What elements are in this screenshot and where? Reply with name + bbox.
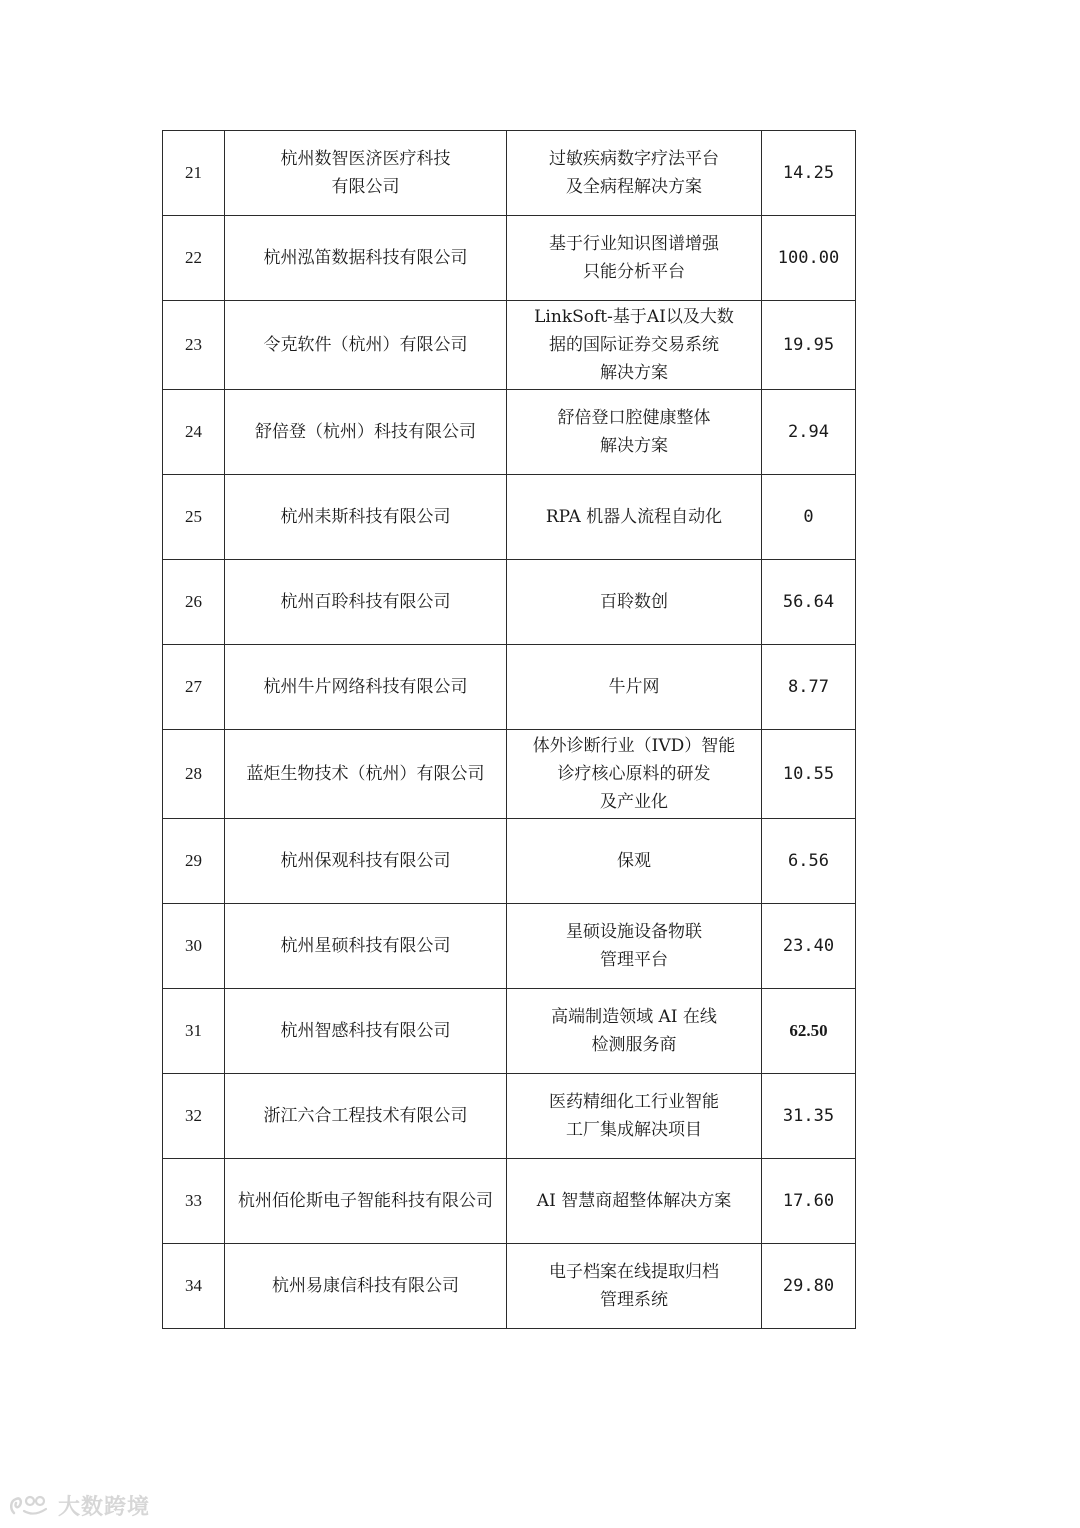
amount: 62.50 xyxy=(762,989,856,1074)
row-number: 32 xyxy=(163,1074,225,1159)
project-name: 高端制造领域 AI 在线 检测服务商 xyxy=(507,989,762,1074)
table-row xyxy=(163,390,856,475)
project-name: 过敏疾病数字疗法平台 及全病程解决方案 xyxy=(507,131,762,216)
row-number: 27 xyxy=(163,645,225,730)
table-row xyxy=(163,475,856,560)
amount: 17.60 xyxy=(762,1159,856,1244)
table-row xyxy=(163,1159,856,1244)
row-number: 34 xyxy=(163,1244,225,1329)
table-row xyxy=(163,904,856,989)
company-name: 浙江六合工程技术有限公司 xyxy=(225,1074,507,1159)
table-row xyxy=(163,1074,856,1159)
company-name: 蓝炬生物技术（杭州）有限公司 xyxy=(225,730,507,819)
project-name: 星硕设施设备物联 管理平台 xyxy=(507,904,762,989)
row-number: 28 xyxy=(163,730,225,819)
table-row xyxy=(163,989,856,1074)
project-name: 百聆数创 xyxy=(507,560,762,645)
row-number: 30 xyxy=(163,904,225,989)
project-name: AI 智慧商超整体解决方案 xyxy=(507,1159,762,1244)
logo-icon xyxy=(8,1493,52,1519)
amount: 100.00 xyxy=(762,216,856,301)
company-name: 杭州数智医济医疗科技 有限公司 xyxy=(225,131,507,216)
table-row xyxy=(163,216,856,301)
amount: 14.25 xyxy=(762,131,856,216)
company-list-table xyxy=(162,130,856,1329)
amount: 8.77 xyxy=(762,645,856,730)
amount: 23.40 xyxy=(762,904,856,989)
amount: 10.55 xyxy=(762,730,856,819)
watermark-text: 大数跨境 xyxy=(58,1495,151,1520)
project-name: 舒倍登口腔健康整体 解决方案 xyxy=(507,390,762,475)
table-row xyxy=(163,645,856,730)
watermark xyxy=(8,1490,150,1521)
table-row xyxy=(163,131,856,216)
table-row xyxy=(163,301,856,390)
amount: 2.94 xyxy=(762,390,856,475)
project-name: 电子档案在线提取归档 管理系统 xyxy=(507,1244,762,1329)
amount: 31.35 xyxy=(762,1074,856,1159)
row-number: 33 xyxy=(163,1159,225,1244)
amount: 19.95 xyxy=(762,301,856,390)
company-name: 杭州智感科技有限公司 xyxy=(225,989,507,1074)
company-name: 杭州泓笛数据科技有限公司 xyxy=(225,216,507,301)
company-name: 杭州耒斯科技有限公司 xyxy=(225,475,507,560)
project-name: 基于行业知识图谱增强 只能分析平台 xyxy=(507,216,762,301)
company-name: 杭州易康信科技有限公司 xyxy=(225,1244,507,1329)
company-name: 杭州牛片网络科技有限公司 xyxy=(225,645,507,730)
project-name: LinkSoft-基于AI以及大数 据的国际证券交易系统 解决方案 xyxy=(507,301,762,390)
project-name: 保观 xyxy=(507,819,762,904)
row-number: 26 xyxy=(163,560,225,645)
row-number: 23 xyxy=(163,301,225,390)
row-number: 22 xyxy=(163,216,225,301)
row-number: 29 xyxy=(163,819,225,904)
company-name: 杭州保观科技有限公司 xyxy=(225,819,507,904)
project-name: 体外诊断行业（IVD）智能 诊疗核心原料的研发 及产业化 xyxy=(507,730,762,819)
amount: 6.56 xyxy=(762,819,856,904)
amount: 56.64 xyxy=(762,560,856,645)
company-name: 杭州佰伦斯电子智能科技有限公司 xyxy=(225,1159,507,1244)
project-name: 医药精细化工行业智能 工厂集成解决项目 xyxy=(507,1074,762,1159)
row-number: 21 xyxy=(163,131,225,216)
row-number: 25 xyxy=(163,475,225,560)
company-name: 杭州星硕科技有限公司 xyxy=(225,904,507,989)
amount: 29.80 xyxy=(762,1244,856,1329)
company-name: 舒倍登（杭州）科技有限公司 xyxy=(225,390,507,475)
table-row xyxy=(163,1244,856,1329)
table-row xyxy=(163,730,856,819)
row-number: 31 xyxy=(163,989,225,1074)
company-name: 令克软件（杭州）有限公司 xyxy=(225,301,507,390)
project-name: RPA 机器人流程自动化 xyxy=(507,475,762,560)
project-name: 牛片网 xyxy=(507,645,762,730)
table-row xyxy=(163,819,856,904)
row-number: 24 xyxy=(163,390,225,475)
company-name: 杭州百聆科技有限公司 xyxy=(225,560,507,645)
table-row xyxy=(163,560,856,645)
amount: 0 xyxy=(762,475,856,560)
